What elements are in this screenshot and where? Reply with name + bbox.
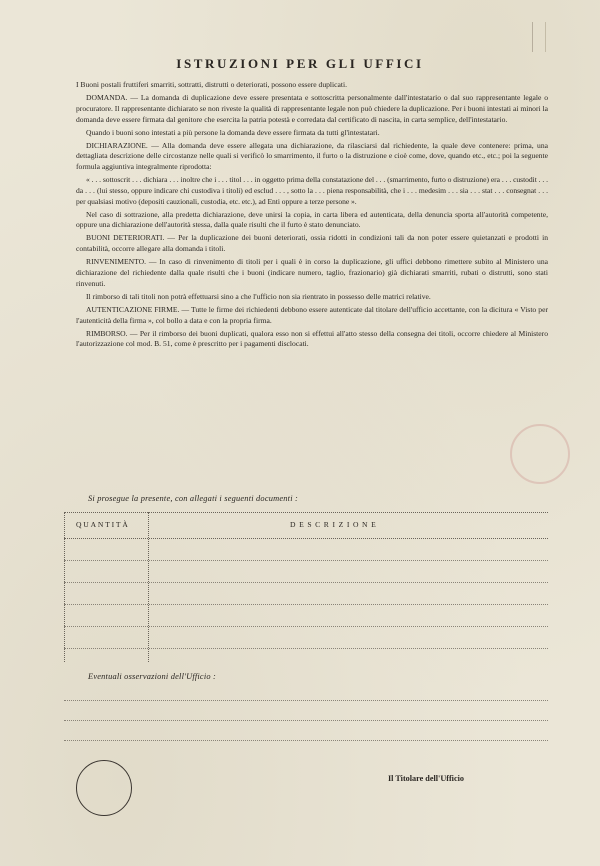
observation-line[interactable] — [64, 720, 548, 721]
paragraph-sottrazione: Nel caso di sottrazione, alla predetta dichiarazione, deve unirsi la copia, in carta libera ed autenticata, della denuncia sporta all'autorità competente, oppure una dichiarazione dell'autorità stessa, dalla quale risulti che il furto è stato denunciato. — [76, 209, 548, 230]
paragraph-rinvenimento: RINVENIMENTO. — In caso di rinvenimento di titoli per i quali è in corso la duplicazione, gli uffici debbono rimettere subito al Ministero una dichiarazione del richiedente dalla quale risulti che i buoni (indicare numero, taglio, frazionario) già dichiarati smarriti, rubati o distrutti, sono stati rinvenuti. — [76, 257, 548, 288]
instructions-body — [76, 80, 548, 352]
table-column-divider — [148, 512, 149, 662]
table-header-border — [64, 538, 548, 539]
paragraph-rimborso-titoli: Il rimborso di tali titoli non potrà effettuarsi sino a che l'ufficio non sia rientrato in possesso delle matrici relative. — [86, 291, 431, 301]
observation-line[interactable] — [64, 700, 548, 701]
paper-fold-mark — [532, 22, 546, 52]
date-stamp-circle — [76, 760, 132, 816]
documents-table — [64, 512, 548, 662]
table-row[interactable] — [64, 626, 548, 627]
column-header-description: DESCRIZIONE — [290, 520, 380, 529]
paragraph-domanda-multiple: Quando i buoni sono intestati a più persone la domanda deve essere firmata da tutti gl'intestatari. — [86, 127, 380, 137]
page-title: ISTRUZIONI PER GLI UFFICI — [176, 56, 424, 71]
paragraph-rimborso: RIMBORSO. — Per il rimborso dei buoni duplicati, qualora esso non si effettui all'atto stesso della consegna dei titoli, occorre chiedere al Ministero l'autorizzazione col mod. B. 51, come è prescritto per i pagamenti disclocati. — [76, 328, 548, 349]
column-header-quantity: QUANTITÀ — [76, 520, 130, 529]
paragraph-dichiarazione: DICHIARAZIONE. — Alla domanda deve essere allegata una dichiarazione, da rilasciarsi dal richiedente, la quale deve contenere: prima, una dettagliata descrizione delle circostanze nelle quali si verificò lo smarrimento, il furto o la distruzione e cioè come, dove, quando etc., etc.; poi la seguente formula aggiuntiva integralmente riprodotta: — [76, 140, 548, 172]
table-left-border — [64, 512, 65, 662]
table-row[interactable] — [64, 582, 548, 583]
table-row[interactable] — [64, 604, 548, 605]
paragraph-autenticazione: AUTENTICAZIONE FIRME. — Tutte le firme dei richiedenti debbono essere autenticate dal titolare dell'ufficio accettante, con la dicitura « Visto per l'autenticità della firma », col bollo a data e con la propria firma. — [76, 304, 548, 325]
documents-intro: Si prosegue la presente, con allegati i seguenti documenti : — [88, 494, 299, 503]
paragraph-buoni-deteriorati: BUONI DETERIORATI. — Per la duplicazione dei buoni deteriorati, ossia ridotti in condizioni tali da non poter essere quietanzati e prodotti in contabilità, occorre allegare alla domanda i titoli. — [76, 233, 548, 254]
paragraph-domanda: DOMANDA. — La domanda di duplicazione deve essere presentata e sottoscritta personalmente dall'intestatario o dal suo rappresentante legale o procuratore. Il rappresentante dichiarato se non riveste la qualità di rappresentante legale non può chiedere la duplicazione. Per i buoni intestati ai minori la domanda deve essere firmata dal genitore che esercita la patria potestà e corredata dal certificato di nascita, in carta semplice, dell'intestatario. — [76, 93, 548, 124]
observations-label: Eventuali osservazioni dell'Ufficio : — [88, 672, 217, 681]
observation-line[interactable] — [64, 740, 548, 741]
paragraph-intro: I Buoni postali fruttiferi smarriti, sottratti, distrutti o deteriorati, possono essere duplicati. — [76, 80, 348, 89]
table-row[interactable] — [64, 648, 548, 649]
faded-stamp-mark — [510, 424, 570, 484]
signature-label: Il Titolare dell'Ufficio — [388, 774, 464, 783]
table-row[interactable] — [64, 560, 548, 561]
paragraph-formula: « . . . sottoscrit . . . dichiara . . . inoltre che i . . . titol . . . in oggetto prima della constatazione del . . . (smarrimento, furto o distruzione) era . . . custodit . . . da . . . (lui stesso, oppure indicare chi custodiva i titoli) ed esclud . . . , sotto la . . . piena responsabilità, che i . . . medesim . . . sia . . . stat . . . consegnat . . . per qualsiasi motivo (depositi cauzionali, custodia, etc. etc.), ad Enti oppure a terze persone ». — [76, 175, 548, 206]
table-top-border — [64, 512, 548, 513]
